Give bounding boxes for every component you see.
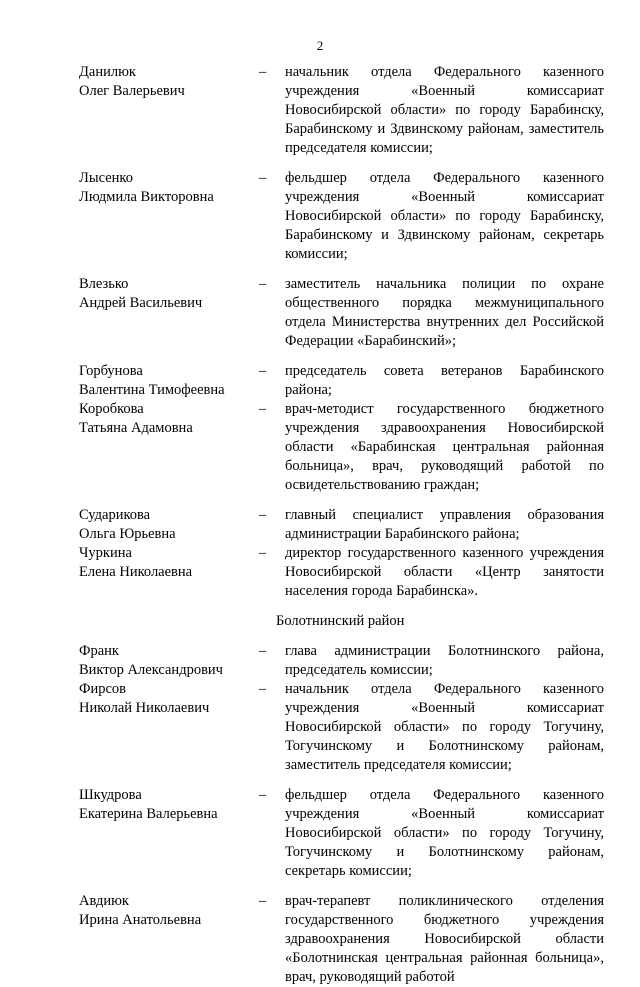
member-given-name: Виктор Александрович (79, 662, 223, 678)
member-name (79, 169, 259, 207)
member-role: фельдшер отдела Федерального казенного учреждения «Военный комиссариат Новосибирской области» по городу Барабинску, Барабинскому и Здвинскому районам, секретарь комиссии; (285, 170, 604, 262)
list-item (79, 642, 603, 680)
member-name (79, 892, 259, 930)
dash-separator: – (259, 507, 267, 523)
member-given-name: Татьяна Адамовна (79, 420, 193, 436)
member-given-name: Елена Николаевна (79, 564, 193, 580)
dash-separator: – (259, 787, 267, 803)
member-role: директор государственного казенного учреждения Новосибирской области «Центр занятости населения города Барабинска». (285, 545, 604, 599)
member-role: начальник отдела Федерального казенного учреждения «Военный комиссариат Новосибирской области» по городу Барабинску, Барабинскому и Здвинскому районам, заместитель председателя комиссии; (285, 64, 604, 156)
member-role: фельдшер отдела Федерального казенного учреждения «Военный комиссариат Новосибирской области» по городу Тогучину, Тогучинскому и Болотнинскому районам, секретарь комиссии; (285, 787, 604, 879)
member-name (79, 680, 259, 718)
member-role: главный специалист управления образования администрации Барабинского района; (285, 507, 604, 542)
list-item (79, 400, 603, 495)
list-item (79, 169, 603, 264)
list-item (79, 275, 603, 351)
member-name (79, 362, 259, 400)
member-name (79, 642, 259, 680)
page-number: 2 (316, 38, 324, 53)
member-name (79, 544, 259, 582)
member-surname: Франк (79, 643, 119, 659)
member-role: заместитель начальника полиции по охране общественного порядка межмуниципального отдела Министерства внутренних дел Российской Федерации «Барабинский»; (285, 276, 604, 349)
member-role: начальник отдела Федерального казенного учреждения «Военный комиссариат Новосибирской области» по городу Тогучину, Тогучинскому и Болотнинскому районам, заместитель председателя комиссии; (285, 681, 604, 773)
commission-list (79, 63, 603, 987)
member-role: председатель совета ветеранов Барабинского района; (285, 363, 604, 398)
member-given-name: Николай Николаевич (79, 700, 210, 716)
member-name (79, 63, 259, 101)
list-item (79, 892, 603, 987)
member-surname: Фирсов (79, 681, 126, 697)
member-name (79, 275, 259, 313)
dash-separator: – (259, 363, 267, 379)
list-item (79, 680, 603, 775)
member-surname: Горбунова (79, 363, 143, 379)
member-given-name: Андрей Васильевич (79, 295, 203, 311)
member-name (79, 506, 259, 544)
member-surname: Лысенко (79, 170, 133, 186)
member-surname: Сударикова (79, 507, 151, 523)
member-role: врач-методист государственного бюджетного учреждения здравоохранения Новосибирской области «Барабинская центральная районная больница», врач, руководящий работой по освидетельствованию граждан; (285, 401, 604, 493)
dash-separator: – (259, 893, 267, 909)
section-title: Болотнинский район (276, 613, 405, 629)
member-given-name: Екатерина Валерьевна (79, 806, 218, 822)
member-given-name: Валентина Тимофеевна (79, 382, 225, 398)
list-item (79, 63, 603, 158)
member-surname: Шкудрова (79, 787, 142, 803)
dash-separator: – (259, 401, 267, 417)
dash-separator: – (259, 681, 267, 697)
dash-separator: – (259, 545, 267, 561)
member-surname: Чуркина (79, 545, 132, 561)
member-name (79, 786, 259, 824)
member-surname: Коробкова (79, 401, 144, 417)
member-role: глава администрации Болотнинского района, председатель комиссии; (285, 643, 604, 678)
member-surname: Авдиюк (79, 893, 129, 909)
dash-separator: – (259, 170, 267, 186)
member-surname: Данилюк (79, 64, 136, 80)
member-surname: Влезько (79, 276, 129, 292)
dash-separator: – (259, 276, 267, 292)
list-item (79, 506, 603, 544)
dash-separator: – (259, 643, 267, 659)
list-item (79, 544, 603, 601)
member-given-name: Олег Валерьевич (79, 83, 185, 99)
list-item (79, 786, 603, 881)
list-item (79, 362, 603, 400)
member-given-name: Людмила Викторовна (79, 189, 214, 205)
member-given-name: Ольга Юрьевна (79, 526, 176, 542)
dash-separator: – (259, 64, 267, 80)
member-role: врач-терапевт поликлинического отделения государственного бюджетного учреждения здравоохранения Новосибирской области «Болотнинская центральная районная больница», врач, руководящий работой (285, 893, 604, 985)
member-given-name: Ирина Анатольевна (79, 912, 202, 928)
member-name (79, 400, 259, 438)
